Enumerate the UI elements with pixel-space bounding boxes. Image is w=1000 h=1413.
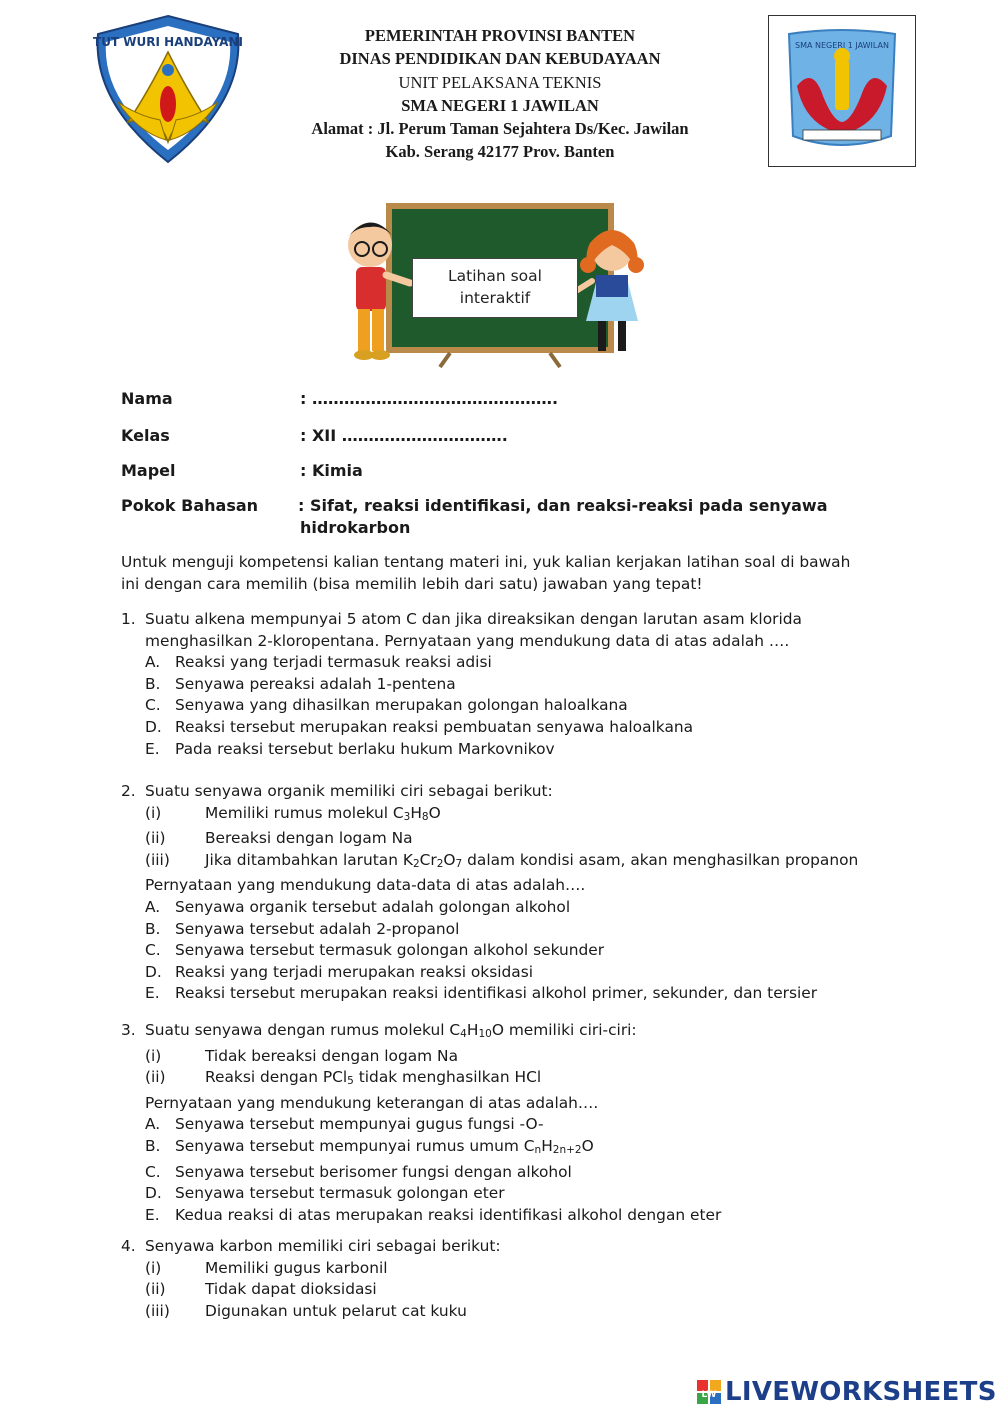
option-text[interactable]: Senyawa tersebut mempunyai gugus fungsi -O- <box>175 1115 544 1134</box>
chalkboard-label-line2: interaktif <box>459 289 531 307</box>
option-text[interactable]: Senyawa tersebut mempunyai rumus umum $C_nH_{2n+2}O$ <box>175 1136 594 1156</box>
question-stem-line1: Suatu alkena mempunyai 5 atom C dan jika direaksikan dengan larutan asam klorida <box>145 610 802 628</box>
option-e[interactable] <box>145 739 891 761</box>
option-letter: B. <box>145 674 161 693</box>
question-number: 2. <box>121 782 136 800</box>
option-letter: A. <box>145 653 161 672</box>
question-4 <box>121 1236 891 1322</box>
criterion-label: (iii) <box>145 850 170 869</box>
field-kelas-label: Kelas <box>121 426 170 445</box>
option-d[interactable] <box>145 962 891 984</box>
question-3 <box>121 1020 891 1226</box>
question-number: 1. <box>121 610 136 628</box>
option-text[interactable]: Senyawa pereaksi adalah 1-pentena <box>175 674 456 693</box>
instructions <box>121 552 881 595</box>
field-nama-label: Nama <box>121 389 173 408</box>
question-stem: Pernyataan yang mendukung data-data di atas adalah…. <box>145 876 586 895</box>
option-text[interactable]: Senyawa yang dihasilkan merupakan golongan haloalkana <box>175 696 628 715</box>
criterion-text: Jika ditambahkan larutan $K_2Cr_2O_7$ dalam kondisi asam, akan menghasilkan propanon <box>205 850 859 870</box>
chalkboard-label-line1: Latihan soal <box>448 267 542 285</box>
tut-wuri-handayani-logo <box>88 12 248 168</box>
criterion-label: (ii) <box>145 829 166 848</box>
criterion-label: (i) <box>145 1046 162 1065</box>
school-letterhead <box>260 24 740 164</box>
option-d[interactable] <box>145 1183 891 1205</box>
criterion-label: (i) <box>145 803 162 822</box>
criterion-label: (ii) <box>145 1068 166 1087</box>
criterion-label: (i) <box>145 1258 162 1277</box>
question-stem: Pernyataan yang mendukung keterangan di atas adalah…. <box>145 1093 599 1112</box>
criterion-ii <box>145 1279 891 1301</box>
field-pokok-label: Pokok Bahasan <box>121 496 259 515</box>
field-pokok-value-1: : Sifat, reaksi identifikasi, dan reaksi-reaksi pada senyawa <box>298 496 828 515</box>
option-letter: C. <box>145 696 161 715</box>
criterion-text: Memiliki rumus molekul $C_3H_8O$ <box>205 803 441 823</box>
option-text[interactable]: Senyawa tersebut termasuk golongan eter <box>175 1184 505 1203</box>
header-line-city: Kab. Serang 42177 Prov. Banten <box>385 142 615 162</box>
question-number: 4. <box>121 1237 136 1255</box>
instructions-line1: Untuk menguji kompetensi kalian tentang materi ini, yuk kalian kerjakan latihan soal di bawah <box>121 553 851 571</box>
question-stem-line1: Senyawa karbon memiliki ciri sebagai berikut: <box>145 1237 501 1255</box>
option-letter: E. <box>145 739 160 758</box>
field-pokok-value-2: hidrokarbon <box>300 518 411 537</box>
option-e[interactable] <box>145 983 891 1005</box>
option-letter: B. <box>145 1136 161 1155</box>
option-a[interactable] <box>145 1114 891 1136</box>
option-letter: D. <box>145 1184 162 1203</box>
chalkboard-label <box>412 258 578 318</box>
question-stem-line2: menghasilkan 2-kloropentana. Pernyataan yang mendukung data di atas adalah …. <box>145 631 790 650</box>
question-stem-line1: Suatu senyawa organik memiliki ciri sebagai berikut: <box>145 782 553 800</box>
question-2 <box>121 781 891 1005</box>
school-logo-frame <box>768 15 916 167</box>
question-stem-line1: Suatu senyawa dengan rumus molekul $C_4H_{10}O$ memiliki ciri-ciri: <box>145 1021 637 1040</box>
option-text[interactable]: Kedua reaksi di atas merupakan reaksi identifikasi alkohol dengan eter <box>175 1205 722 1224</box>
liveworksheets-logo-icon <box>697 1380 721 1404</box>
header-line-dinas: DINAS PENDIDIKAN DAN KEBUDAYAAN <box>339 49 661 69</box>
liveworksheets-wordmark[interactable]: LIVEWORKSHEETS <box>725 1377 997 1407</box>
option-b[interactable] <box>145 674 891 696</box>
question-1 <box>121 609 891 760</box>
criterion-text: Memiliki gugus karbonil <box>205 1258 388 1277</box>
option-text[interactable]: Reaksi yang terjadi termasuk reaksi adisi <box>175 653 492 672</box>
option-b[interactable] <box>145 919 891 941</box>
option-letter: D. <box>145 717 162 736</box>
header-line-address: Alamat : Jl. Perum Taman Sejahtera Ds/Kec. Jawilan <box>311 119 689 139</box>
option-letter: A. <box>145 1115 161 1134</box>
question-number: 3. <box>121 1021 136 1039</box>
header-line-upt: UNIT PELAKSANA TEKNIS <box>398 72 602 92</box>
logo-letters: LW <box>701 1390 717 1400</box>
option-text[interactable]: Senyawa tersebut berisomer fungsi dengan alkohol <box>175 1162 572 1181</box>
option-letter: C. <box>145 1162 161 1181</box>
school-emblem-icon <box>783 26 901 154</box>
criterion-ii <box>145 1067 891 1093</box>
option-text[interactable]: Senyawa tersebut adalah 2-propanol <box>175 919 460 938</box>
criterion-text: Tidak bereaksi dengan logam Na <box>205 1046 458 1065</box>
option-letter: C. <box>145 941 161 960</box>
option-text[interactable]: Reaksi yang terjadi merupakan reaksi oksidasi <box>175 962 534 981</box>
criterion-label: (ii) <box>145 1280 166 1299</box>
criterion-i <box>145 1258 891 1280</box>
criterion-iii <box>145 1301 891 1323</box>
option-text[interactable]: Reaksi tersebut merupakan reaksi identifikasi alkohol primer, sekunder, dan tersier <box>175 984 818 1003</box>
option-letter: D. <box>145 962 162 981</box>
logo-right-text: SMA NEGERI 1 JAWILAN <box>794 41 890 50</box>
option-letter: E. <box>145 1205 160 1224</box>
field-mapel-value: : Kimia <box>300 461 363 480</box>
criterion-text: Bereaksi dengan logam Na <box>205 829 413 848</box>
criterion-text: Digunakan untuk pelarut cat kuku <box>205 1301 467 1320</box>
option-e[interactable] <box>145 1205 891 1227</box>
option-letter: E. <box>145 984 160 1003</box>
criterion-text: Tidak dapat dioksidasi <box>205 1280 377 1299</box>
liveworksheets-brand[interactable] <box>697 1378 997 1406</box>
logo-left-text: TUT WURI HANDAYANI <box>93 35 243 49</box>
option-text[interactable]: Pada reaksi tersebut berlaku hukum Markovnikov <box>175 739 555 758</box>
criterion-label: (iii) <box>145 1301 170 1320</box>
field-nama-value[interactable]: : ………………………………………. <box>300 389 559 408</box>
field-mapel-label: Mapel <box>121 461 176 480</box>
option-c[interactable] <box>145 1162 891 1184</box>
criterion-iii <box>145 850 891 876</box>
field-kelas-value[interactable]: : XII …………………………. <box>300 426 508 445</box>
criterion-i <box>145 803 891 829</box>
criterion-i <box>145 1046 891 1068</box>
option-letter: B. <box>145 919 161 938</box>
criterion-text: Reaksi dengan PCl$_5$ tidak menghasilkan HCl <box>205 1068 542 1088</box>
header-line-province: PEMERINTAH PROVINSI BANTEN <box>364 26 636 45</box>
header-line-school: SMA NEGERI 1 JAWILAN <box>401 95 599 115</box>
option-b[interactable] <box>145 1136 891 1162</box>
option-c[interactable] <box>145 695 891 717</box>
option-text[interactable]: Senyawa tersebut termasuk golongan alkohol sekunder <box>175 941 605 960</box>
option-a[interactable] <box>145 897 891 919</box>
option-d[interactable] <box>145 717 891 739</box>
instructions-line2: ini dengan cara memilih (bisa memilih lebih dari satu) jawaban yang tepat! <box>121 574 703 593</box>
criterion-ii <box>145 828 891 850</box>
option-c[interactable] <box>145 940 891 962</box>
option-text[interactable]: Reaksi tersebut merupakan reaksi pembuatan senyawa haloalkana <box>175 717 694 736</box>
option-a[interactable] <box>145 652 891 674</box>
option-letter: A. <box>145 897 161 916</box>
option-text[interactable]: Senyawa organik tersebut adalah golongan alkohol <box>175 897 571 916</box>
